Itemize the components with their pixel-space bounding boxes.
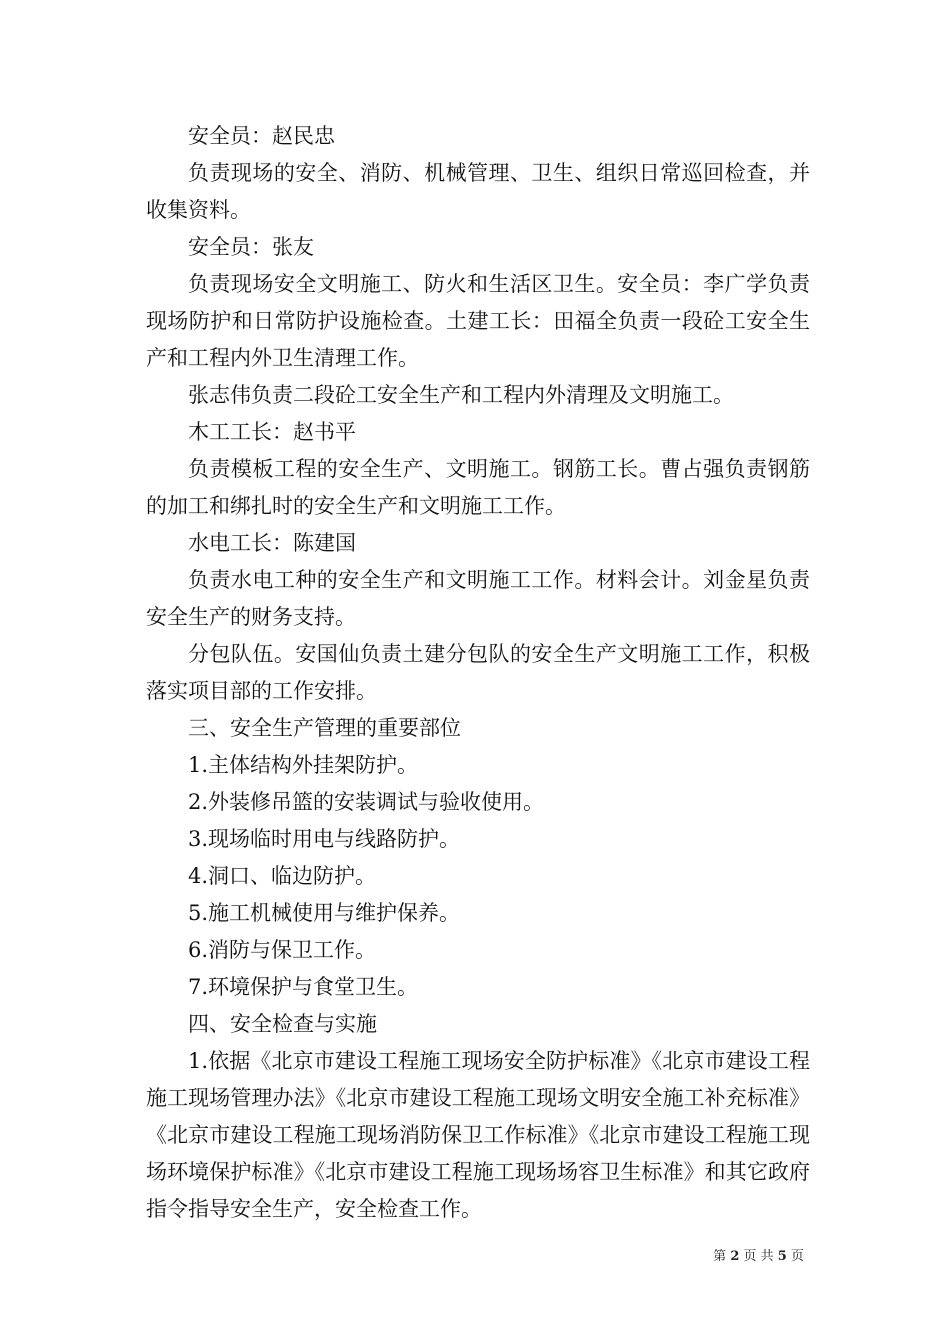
document-body	[146, 118, 810, 1228]
list-item: 6.消防与保卫工作。	[188, 938, 377, 962]
footer-prefix: 第	[713, 1249, 727, 1264]
paragraph: 负责模板工程的安全生产、文明施工。钢筋工长。曹占强负责钢筋的加工和绑扎时的安全生产和文明施工工作。	[146, 457, 810, 518]
page-number-footer	[713, 1248, 804, 1266]
paragraph: 负责现场安全文明施工、防火和生活区卫生。安全员：李广学负责现场防护和日常防护设施检查。土建工长：田福全负责一段砼工安全生产和工程内外卫生清理工作。	[146, 272, 810, 370]
paragraph: 分包队伍。安国仙负责土建分包队的安全生产文明施工工作，积极落实项目部的工作安排。	[146, 642, 810, 703]
paragraph: 负责水电工种的安全生产和文明施工工作。材料会计。刘金星负责安全生产的财务支持。	[146, 568, 810, 629]
paragraph: 水电工长：陈建国	[188, 531, 356, 555]
list-item: 7.环境保护与食堂卫生。	[188, 975, 419, 999]
paragraph: 张志伟负责二段砼工安全生产和工程内外清理及文明施工。	[188, 383, 734, 407]
list-item: 5.施工机械使用与维护保养。	[188, 901, 461, 925]
list-item: 2.外装修吊篮的安装调试与验收使用。	[188, 790, 545, 814]
current-page-number: 2	[730, 1249, 740, 1264]
list-item: 4.洞口、临边防护。	[188, 864, 377, 888]
footer-suffix: 页	[790, 1249, 804, 1264]
paragraph: 安全员：张友	[188, 235, 314, 259]
section-heading: 三、安全生产管理的重要部位	[188, 716, 461, 740]
paragraph: 1.依据《北京市建设工程施工现场安全防护标准》《北京市建设工程施工现场管理办法》《北京市建设工程施工现场文明安全施工补充标准》《北京市建设工程施工现场消防保卫工作标准》《北京市建设工程施工现场环境保护标准》《北京市建设工程施工现场场容卫生标准》和其它政府指令指导安全生产，安全检查工作。	[146, 1049, 810, 1221]
total-page-number: 5	[777, 1249, 787, 1264]
paragraph: 安全员：赵民忠	[188, 124, 335, 148]
section-heading: 四、安全检查与实施	[188, 1012, 377, 1036]
list-item: 1.主体结构外挂架防护。	[188, 753, 419, 777]
paragraph: 木工工长：赵书平	[188, 420, 356, 444]
footer-middle: 页 共	[743, 1249, 774, 1264]
paragraph: 负责现场的安全、消防、机械管理、卫生、组织日常巡回检查，并收集资料。	[146, 161, 810, 222]
list-item: 3.现场临时用电与线路防护。	[188, 827, 461, 851]
